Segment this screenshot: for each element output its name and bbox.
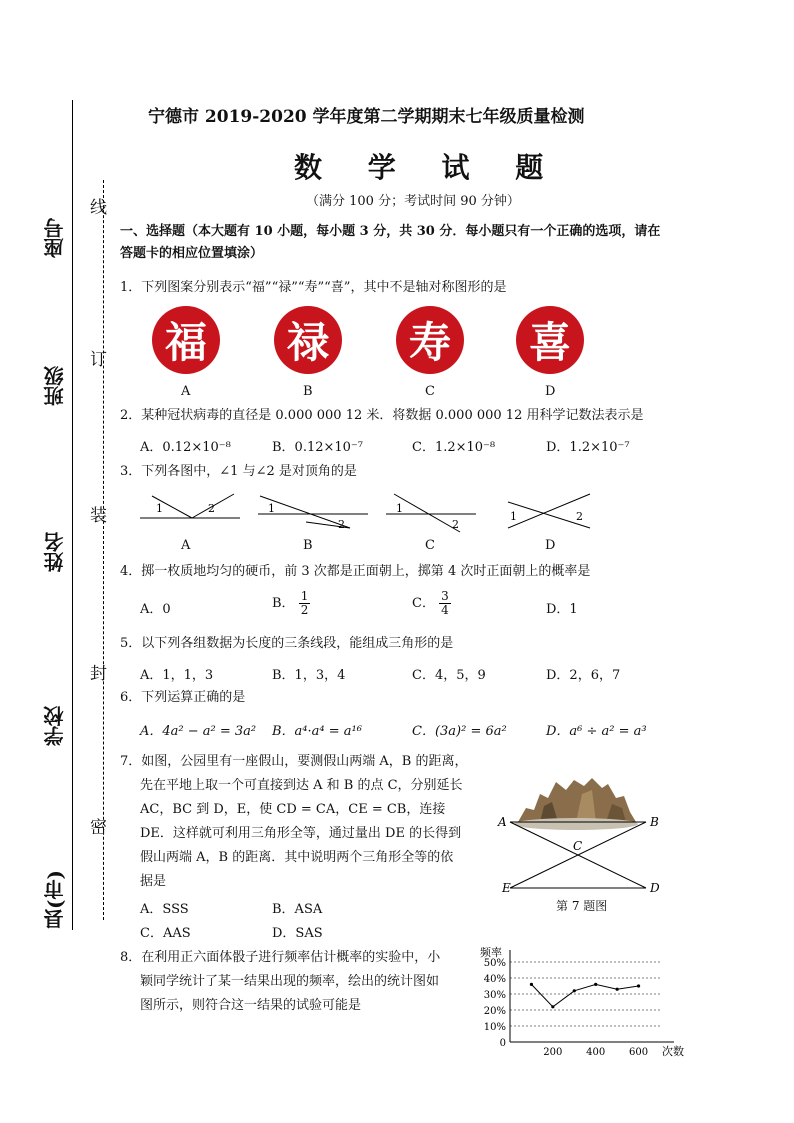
q6-option-d: D．a⁶ ÷ a² = a³ <box>546 724 647 739</box>
q2-option-b: B．0.12×10⁻⁷ <box>272 440 364 455</box>
x-axis-label: 次数 <box>662 1045 684 1058</box>
q6-option-b: B．a⁴·a⁴ = a¹⁶ <box>272 724 362 739</box>
q8-line: 颖同学统计了某一结果出现的频率，绘出的统计图如 <box>140 974 440 989</box>
q7-line: 假山两端 A，B 的距离．其中说明两个三角形全等的依 <box>140 850 454 865</box>
q7-line: 据是 <box>140 874 167 889</box>
q8-line: 图所示，则符合这一结果的试验可能是 <box>140 998 362 1013</box>
q3-a-angle2: 2 <box>208 502 215 515</box>
q3-b-angle1: 1 <box>268 502 275 515</box>
q8-stem <box>120 946 440 1018</box>
q4-option-d: D．1 <box>546 602 578 617</box>
q1-label-d: D <box>545 384 556 399</box>
q3-figures <box>130 488 630 536</box>
q6-option-a: A．4a² − a² = 3a² <box>140 724 257 739</box>
q3-figure-d <box>508 494 590 528</box>
q5-stem: 5．以下列各组数据为长度的三条线段，能组成三角形的是 <box>120 636 454 651</box>
q6-option-c: C．(3a)² = 6a² <box>412 724 507 739</box>
y-tick-label: 20% <box>483 1006 506 1017</box>
q4-option-c-fraction: $\frac{3}{4}$ <box>441 589 449 617</box>
x-tick-label: 600 <box>629 1047 649 1058</box>
q7-option-a: A．SSS <box>140 902 189 917</box>
y-tick-label: 40% <box>483 974 506 985</box>
q1-emblem-lu: 禄 <box>274 306 342 374</box>
q3-figure-b <box>258 496 368 531</box>
q5-option-b: B．1，3，4 <box>272 668 346 683</box>
q3-figure-c <box>386 494 476 532</box>
q3-figure-a <box>140 494 240 518</box>
exam-title: 宁德市 2019-2020 学年度第二学期期末七年级质量检测 <box>148 107 585 127</box>
q1-emblem-fu: 福 <box>152 306 220 374</box>
q1-emblem-shou: 寿 <box>396 306 464 374</box>
q7-option-c: C．AAS <box>140 926 191 941</box>
q3-c-angle1: 1 <box>396 502 403 515</box>
q1-label-b: B <box>303 384 313 399</box>
q2-option-d: D．1.2×10⁻⁷ <box>546 440 630 455</box>
q3-stem: 3．下列各图中，∠1 与∠2 是对顶角的是 <box>120 464 357 479</box>
data-point <box>551 1005 554 1008</box>
subject-title: 数 学 试 题 <box>294 151 562 184</box>
seal-mark-zhuang: 装 <box>86 506 106 523</box>
q1-emblem-xi: 喜 <box>516 306 584 374</box>
margin-line-left <box>72 100 73 930</box>
q1-stem: 1．下列图案分别表示“福”“禄”“寿”“喜”，其中不是轴对称图形的是 <box>120 280 507 295</box>
q8-line: 8．在利用正六面体骰子进行频率估计概率的实验中，小 <box>120 950 441 965</box>
q7-line: DE．这样就可利用三角形全等，通过量出 DE 的长得到 <box>140 826 462 841</box>
frequency-chart <box>470 936 684 1058</box>
seal-mark-xian: 线 <box>86 198 106 215</box>
q3-c-angle2: 2 <box>452 518 459 531</box>
point-e: E <box>502 881 511 895</box>
y-tick-label: 0 <box>499 1038 506 1049</box>
q3-label-b: B <box>303 538 313 553</box>
q4-option-c: C． $\frac{3}{4}$ <box>412 589 449 617</box>
frequency-series-line <box>531 984 638 1006</box>
x-tick-label: 400 <box>586 1047 606 1058</box>
q7-stem <box>120 750 467 894</box>
q5-option-d: D．2，6，7 <box>546 668 621 683</box>
data-point <box>573 989 576 992</box>
class-label: 班级 <box>43 366 67 406</box>
margin-dashed-line <box>103 180 104 920</box>
y-tick-label: 30% <box>483 990 506 1001</box>
q3-d-angle1: 1 <box>510 510 517 523</box>
data-point <box>594 983 597 986</box>
seal-mark-mi: 密 <box>86 818 106 835</box>
q2-option-c: C．1.2×10⁻⁸ <box>412 440 496 455</box>
exam-meta: （满分 100 分；考试时间 90 分钟） <box>306 194 520 209</box>
q1-label-a: A <box>181 384 191 399</box>
q7-option-b: B．ASA <box>272 902 323 917</box>
seal-mark-ding: 订 <box>86 350 106 367</box>
q5-option-c: C．4，5，9 <box>412 668 486 683</box>
data-point <box>530 983 533 986</box>
q7-line: 7．如图，公园里有一座假山，要测假山两端 A，B 的距离， <box>120 754 468 769</box>
q2-option-a: A．0.12×10⁻⁸ <box>140 440 231 455</box>
section-intro-line2: 答题卡的相应位置填涂） <box>120 246 264 261</box>
point-d: D <box>650 881 660 895</box>
school-label: 学校 <box>43 706 67 746</box>
q2-stem: 2．某种冠状病毒的直径是 0.000 000 12 米．将数据 0.000 000 12 用科学记数法表示是 <box>120 408 644 423</box>
y-tick-label: 50% <box>483 958 506 969</box>
q7-option-d: D．SAS <box>272 926 323 941</box>
seat-label: 座号 <box>43 218 67 258</box>
q3-label-d: D <box>545 538 556 553</box>
q3-d-angle2: 2 <box>576 510 583 523</box>
name-label: 姓名 <box>43 532 67 572</box>
q3-b-angle2: 2 <box>338 518 345 531</box>
point-b: B <box>650 815 659 829</box>
x-tick-label: 200 <box>543 1047 563 1058</box>
seal-mark-feng: 封 <box>86 664 106 681</box>
q4-stem: 4．掷一枚质地均匀的硬币，前 3 次都是正面朝上，掷第 4 次时正面朝上的概率是 <box>120 564 591 579</box>
q4-option-b-fraction: $\frac{1}{2}$ <box>300 589 309 617</box>
data-point <box>616 988 619 991</box>
q7-line: 先在平地上取一个可直接到达 A 和 B 的点 C，分别延长 <box>140 778 463 793</box>
q6-stem: 6．下列运算正确的是 <box>120 690 246 705</box>
county-label: 县(市) <box>43 870 67 929</box>
data-point <box>637 984 640 987</box>
q7-line: AC，BC 到 D，E，使 CD = CA，CE = CB，连接 <box>140 802 446 817</box>
section-intro-line1: 一、选择题（本大题有 10 小题，每小题 3 分，共 30 分．每小题只有一个正确的选项，请在 <box>120 224 661 239</box>
q3-label-c: C <box>425 538 435 553</box>
q3-label-a: A <box>181 538 191 553</box>
point-c: C <box>573 839 583 853</box>
q1-label-c: C <box>425 384 435 399</box>
q5-option-a: A．1，1，3 <box>140 668 214 683</box>
y-tick-label: 10% <box>483 1022 506 1033</box>
point-a: A <box>498 815 507 829</box>
q7-caption: 第 7 题图 <box>556 899 608 913</box>
q3-a-angle1: 1 <box>156 502 163 515</box>
q4-option-b: B． $\frac{1}{2}$ <box>272 589 309 617</box>
q4-option-a: A．0 <box>140 602 171 617</box>
y-axis-label: 频率 <box>480 946 502 959</box>
q7-figure <box>496 772 666 898</box>
